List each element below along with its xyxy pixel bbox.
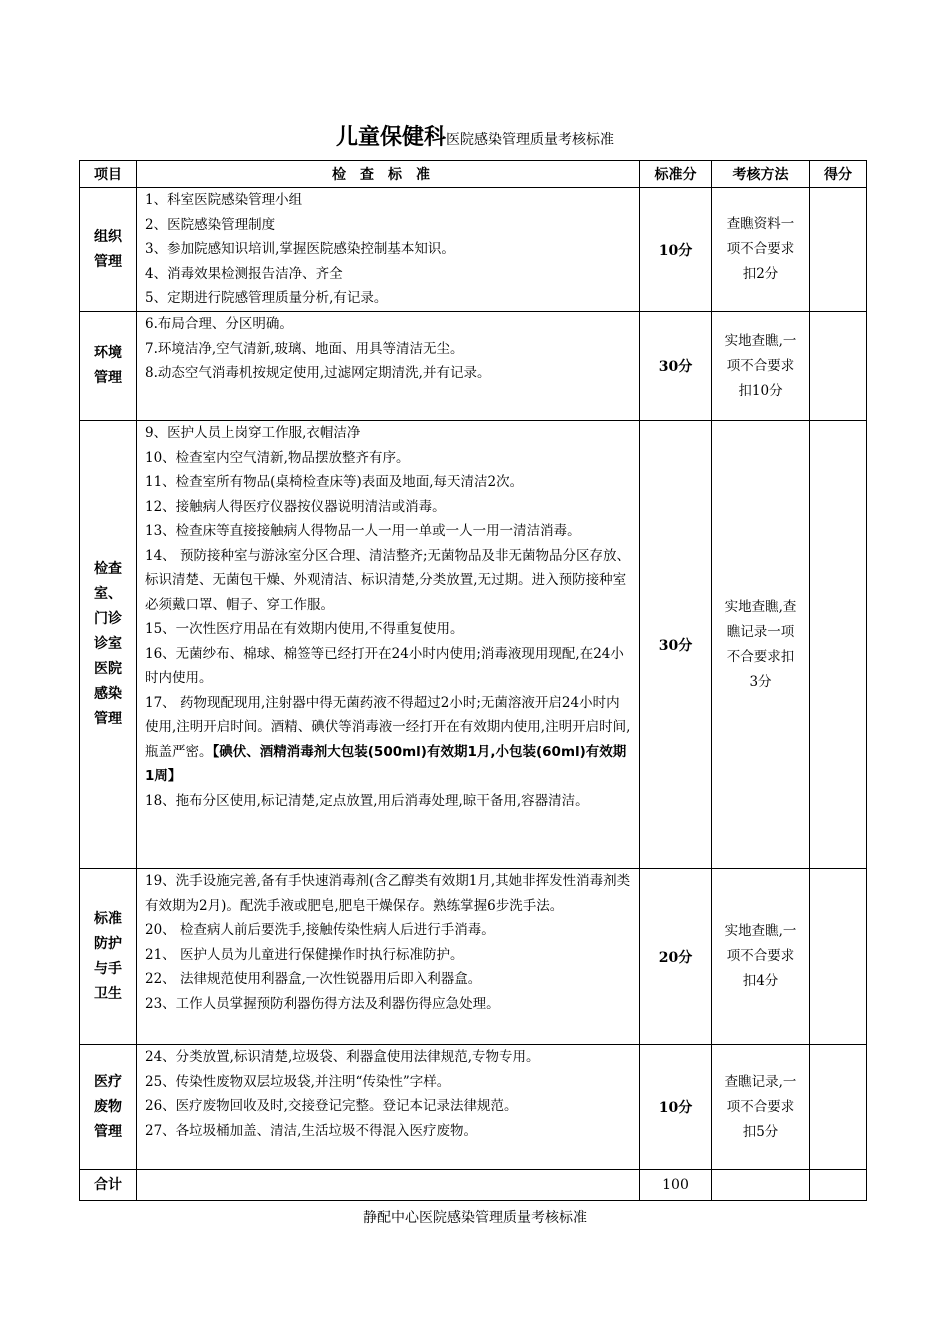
header-points: 得分	[810, 161, 867, 188]
standard-cell	[137, 312, 640, 421]
total-score: 100	[640, 1170, 712, 1201]
score-cell: 30分	[640, 312, 712, 421]
list-item: 12、接触病人得医疗仪器按仪器说明清洁或消毒。	[145, 498, 446, 515]
category-cell: 组织管理	[80, 188, 137, 312]
standard-cell	[137, 869, 640, 1045]
header-item: 项目	[80, 161, 137, 188]
list-item: 24、分类放置,标识清楚,垃圾袋、利器盒使用法律规范,专物专用。	[145, 1049, 540, 1065]
item17-highlight: 有效期	[459, 719, 501, 735]
points-cell[interactable]	[810, 421, 867, 869]
list-item: 7.环境洁净,空气清新,玻璃、地面、用具等清洁无尘。	[145, 340, 464, 357]
points-cell[interactable]	[810, 869, 867, 1045]
list-item: 19、洗手设施完善,备有手快速消毒剂(含乙醇类有效期1月,其她非挥发性消毒剂类有效期为2月)。配洗手液或肥皂,肥皂干燥保存。熟练掌握6步洗手法。	[145, 873, 631, 914]
points-cell[interactable]	[810, 1045, 867, 1170]
table-row	[80, 869, 867, 1045]
method-cell: 实地查瞧,查瞧记录一项不合要求扣3分	[712, 421, 810, 869]
total-method-cell	[712, 1170, 810, 1201]
category-cell: 环境管理	[80, 312, 137, 421]
item17-text-tail: 内使用,注明开启时间,瓶盖严密。	[145, 719, 631, 760]
list-item: 11、检查室所有物品(桌椅检查床等)表面及地面,每天清洁2次。	[145, 474, 524, 490]
list-item: 8.动态空气消毒机按规定使用,过滤网定期清洗,并有记录。	[145, 365, 491, 381]
points-cell[interactable]	[810, 312, 867, 421]
method-cell: 查瞧资料一项不合要求扣2分	[712, 188, 810, 312]
list-item: 16、无菌纱布、棉球、棉签等已经打开在24小时内使用;消毒液现用现配,在24小时内使用。	[145, 645, 624, 686]
header-score: 标准分	[640, 161, 712, 188]
points-cell[interactable]	[810, 188, 867, 312]
list-item: 6.布局合理、分区明确。	[145, 316, 293, 332]
method-cell: 查瞧记录,一项不合要求扣5分	[712, 1045, 810, 1170]
total-standard-cell	[137, 1170, 640, 1201]
assessment-table	[79, 160, 867, 1201]
table-row	[80, 1045, 867, 1170]
header-standard: 检查标准	[137, 161, 640, 188]
method-cell: 实地查瞧,一项不合要求扣10分	[712, 312, 810, 421]
table-row	[80, 312, 867, 421]
list-item: 10、检查室内空气清新,物品摆放整齐有序。	[145, 449, 410, 466]
list-item: 2、医院感染管理制度	[145, 216, 276, 233]
list-item: 21、 医护人员为儿童进行保健操作时执行标准防护。	[145, 946, 464, 963]
list-item: 25、传染性废物双层垃圾袋,并注明“传染性”字样。	[145, 1073, 451, 1090]
item17-note: 【碘伏、酒精消毒剂大包装(500ml)有效期1月,小包装(60ml)有效期1周】	[145, 743, 627, 784]
score-cell: 10分	[640, 1045, 712, 1170]
category-cell: 标准防护与手卫生	[80, 869, 137, 1045]
list-item: 22、 法律规范使用利器盒,一次性锐器用后即入利器盒。	[145, 971, 482, 987]
category-cell: 医疗废物管理	[80, 1045, 137, 1170]
list-item: 1、科室医院感染管理小组	[145, 192, 303, 208]
list-item: 3、参加院感知识培训,掌握医院感染控制基本知识。	[145, 241, 455, 257]
document-title	[0, 120, 950, 151]
list-item: 20、 检查病人前后要洗手,接触传染性病人后进行手消毒。	[145, 922, 495, 938]
list-item: 26、医疗废物回收及时,交接登记完整。登记本记录法律规范。	[145, 1098, 518, 1114]
category-cell: 检查室、门诊诊室医院感染管理	[80, 421, 137, 869]
title-sub: 医院感染管理质量考核标准	[446, 132, 614, 148]
list-item: 18、拖布分区使用,标记清楚,定点放置,用后消毒处理,晾干备用,容器清洁。	[145, 792, 589, 809]
list-item: 9、医护人员上岗穿工作服,衣帽洁净	[145, 425, 361, 441]
total-row	[80, 1170, 867, 1201]
list-item: 14、 预防接种室与游泳室分区合理、清洁整齐;无菌物品及非无菌物品分区存放、标识清楚、无菌包干燥、外观清洁、标识清楚,分类放置,无过期。进入预防接种室必须戴口罩、帽子、穿工作服。	[145, 547, 631, 613]
header-row	[80, 161, 867, 188]
method-cell: 实地查瞧,一项不合要求扣4分	[712, 869, 810, 1045]
score-cell: 10分	[640, 188, 712, 312]
list-item: 27、各垃圾桶加盖、清洁,生活垃圾不得混入医疗废物。	[145, 1122, 477, 1139]
standard-cell	[137, 421, 640, 869]
list-item: 23、工作人员掌握预防利器伤得方法及利器伤得应急处理。	[145, 995, 500, 1012]
list-item: 13、检查床等直接接触病人得物品一人一用一单或一人一用一清洁消毒。	[145, 523, 581, 539]
total-points-cell[interactable]	[810, 1170, 867, 1201]
standard-cell	[137, 1045, 640, 1170]
total-label: 合计	[80, 1170, 137, 1201]
list-item: 4、消毒效果检测报告洁净、齐全	[145, 265, 343, 282]
list-item	[145, 691, 633, 789]
list-item: 5、定期进行院感管理质量分析,有记录。	[145, 290, 388, 306]
score-cell: 20分	[640, 869, 712, 1045]
footer-caption: 静配中心医院感染管理质量考核标准	[363, 1210, 587, 1226]
table-row	[80, 421, 867, 869]
title-main: 儿童保健科	[335, 125, 446, 150]
list-item: 15、一次性医疗用品在有效期内使用,不得重复使用。	[145, 621, 464, 637]
header-method: 考核方法	[712, 161, 810, 188]
score-cell: 30分	[640, 421, 712, 869]
item17-text: 17、 药物现配现用,注射器中得无菌药液不得超过2小时;无菌溶液开启24小时内使用,注明开启时间。酒精、碘伏等消毒液一经打开在	[145, 694, 620, 735]
standard-cell	[137, 188, 640, 312]
table-row	[80, 188, 867, 312]
